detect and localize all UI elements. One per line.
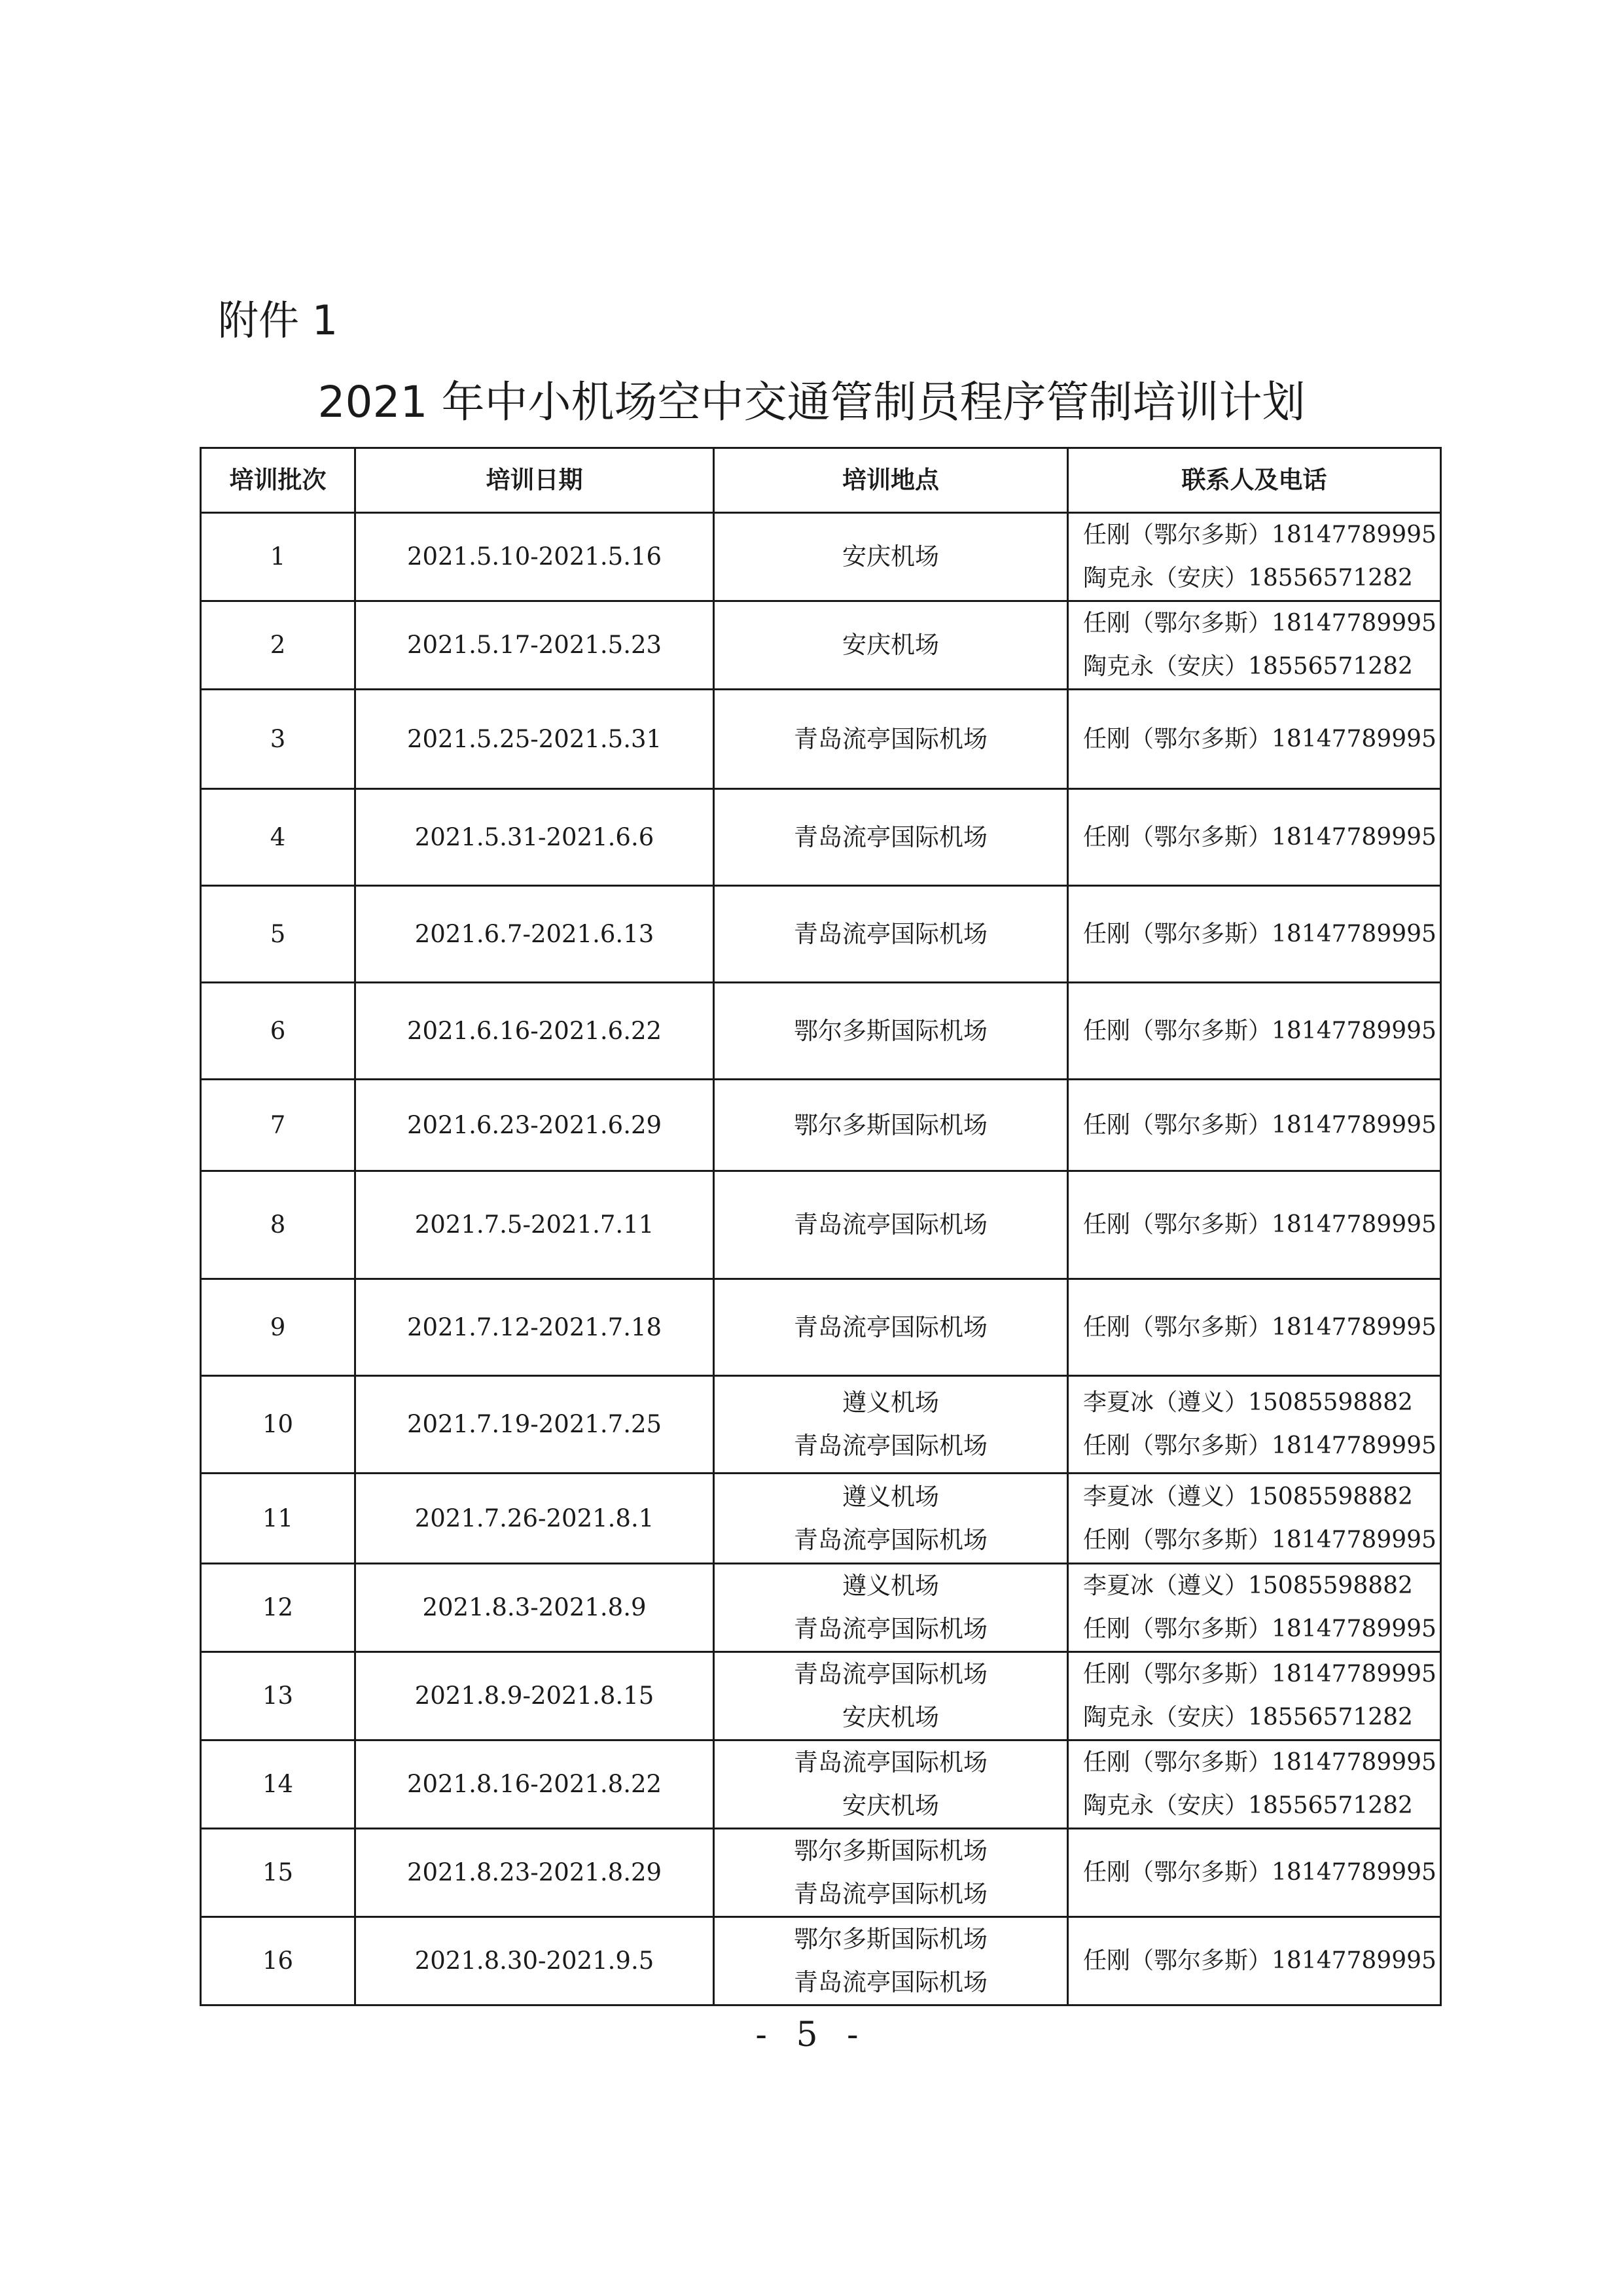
- contact-line: 任刚（鄂尔多斯）18147789995: [1083, 1432, 1436, 1459]
- table-row: [201, 1829, 1441, 1917]
- table-row: [201, 601, 1441, 690]
- cell-location: [714, 1171, 1068, 1279]
- cell-date: 2021.7.26-2021.8.1: [355, 1474, 714, 1564]
- cell-contact: [1068, 601, 1441, 690]
- contact-line: 陶克永（安庆）18556571282: [1083, 1704, 1413, 1731]
- cell-location: [714, 789, 1068, 886]
- cell-date: 2021.8.9-2021.8.15: [355, 1652, 714, 1740]
- contact-line: 任刚（鄂尔多斯）18147789995: [1083, 823, 1436, 851]
- cell-date: 2021.6.23-2021.6.29: [355, 1080, 714, 1171]
- table-row: [201, 690, 1441, 789]
- document-title: 2021 年中小机场空中交通管制员程序管制培训计划: [317, 377, 1306, 427]
- contact-line: 任刚（鄂尔多斯）18147789995: [1083, 1661, 1436, 1687]
- cell-batch: 9: [201, 1279, 355, 1376]
- cell-location: [714, 1829, 1068, 1917]
- header-contact: 联系人及电话: [1068, 448, 1441, 513]
- location-line: 青岛流亭国际机场: [794, 1210, 988, 1239]
- location-line: 鄂尔多斯国际机场: [794, 1110, 988, 1139]
- cell-batch: 14: [201, 1740, 355, 1829]
- contact-line: 任刚（鄂尔多斯）18147789995: [1083, 610, 1436, 637]
- cell-date: 2021.5.17-2021.5.23: [355, 601, 714, 690]
- cell-batch: 13: [201, 1652, 355, 1740]
- location-line: 鄂尔多斯国际机场: [794, 1837, 988, 1865]
- table-header-row: [201, 448, 1441, 513]
- cell-contact: [1068, 1564, 1441, 1652]
- contact-line: 任刚（鄂尔多斯）18147789995: [1083, 1526, 1436, 1553]
- table-row: [201, 513, 1441, 601]
- cell-batch: 15: [201, 1829, 355, 1917]
- attachment-label: 附件 1: [218, 296, 338, 344]
- cell-contact: [1068, 886, 1441, 983]
- location-line: 青岛流亭国际机场: [794, 1660, 988, 1688]
- cell-batch: 2: [201, 601, 355, 690]
- table-row: [201, 983, 1441, 1080]
- cell-location: [714, 983, 1068, 1080]
- cell-date: 2021.6.16-2021.6.22: [355, 983, 714, 1080]
- contact-line: 李夏冰（遵义）15085598882: [1083, 1483, 1413, 1510]
- location-line: 青岛流亭国际机场: [794, 1313, 988, 1341]
- table-row: [201, 1564, 1441, 1652]
- cell-location: [714, 601, 1068, 690]
- contact-line: 任刚（鄂尔多斯）18147789995: [1083, 1211, 1436, 1238]
- cell-contact: [1068, 1080, 1441, 1171]
- cell-contact: [1068, 1376, 1441, 1474]
- location-line: 鄂尔多斯国际机场: [794, 1925, 988, 1953]
- location-line: 青岛流亭国际机场: [794, 1880, 988, 1908]
- cell-contact: [1068, 1829, 1441, 1917]
- cell-location: [714, 1279, 1068, 1376]
- cell-location: [714, 1652, 1068, 1740]
- table-row: [201, 1917, 1441, 2005]
- cell-location: [714, 1740, 1068, 1829]
- cell-location: [714, 1917, 1068, 2005]
- table-row: [201, 1376, 1441, 1474]
- header-batch: 培训批次: [201, 448, 355, 513]
- cell-location: [714, 690, 1068, 789]
- cell-date: 2021.5.31-2021.6.6: [355, 789, 714, 886]
- table-body: [201, 513, 1441, 2005]
- contact-line: 任刚（鄂尔多斯）18147789995: [1083, 725, 1436, 752]
- training-plan-table: [200, 447, 1442, 2006]
- contact-line: 任刚（鄂尔多斯）18147789995: [1083, 1616, 1436, 1642]
- contact-line: 陶克永（安庆）18556571282: [1083, 653, 1413, 680]
- cell-location: [714, 1474, 1068, 1564]
- cell-contact: [1068, 1279, 1441, 1376]
- contact-line: 李夏冰（遵义）15085598882: [1083, 1389, 1413, 1416]
- cell-batch: 8: [201, 1171, 355, 1279]
- location-line: 安庆机场: [842, 631, 939, 659]
- contact-line: 任刚（鄂尔多斯）18147789995: [1083, 1859, 1436, 1886]
- location-line: 安庆机场: [842, 1792, 939, 1820]
- cell-contact: [1068, 983, 1441, 1080]
- table-row: [201, 886, 1441, 983]
- cell-batch: 1: [201, 513, 355, 601]
- location-line: 青岛流亭国际机场: [794, 1615, 988, 1643]
- cell-batch: 4: [201, 789, 355, 886]
- contact-line: 陶克永（安庆）18556571282: [1083, 1792, 1413, 1819]
- cell-batch: 7: [201, 1080, 355, 1171]
- location-line: 青岛流亭国际机场: [794, 724, 988, 753]
- location-line: 鄂尔多斯国际机场: [794, 1016, 988, 1045]
- contact-line: 任刚（鄂尔多斯）18147789995: [1083, 1947, 1436, 1974]
- location-line: 青岛流亭国际机场: [794, 1432, 988, 1460]
- cell-date: 2021.7.12-2021.7.18: [355, 1279, 714, 1376]
- header-date: 培训日期: [355, 448, 714, 513]
- contact-line: 任刚（鄂尔多斯）18147789995: [1083, 1111, 1436, 1139]
- table-row: [201, 1080, 1441, 1171]
- cell-contact: [1068, 1171, 1441, 1279]
- location-line: 遵义机场: [842, 1482, 939, 1511]
- cell-location: [714, 886, 1068, 983]
- header-location: 培训地点: [714, 448, 1068, 513]
- cell-contact: [1068, 513, 1441, 601]
- location-line: 青岛流亭国际机场: [794, 1748, 988, 1776]
- cell-location: [714, 513, 1068, 601]
- contact-line: 任刚（鄂尔多斯）18147789995: [1083, 1749, 1436, 1776]
- cell-contact: [1068, 1474, 1441, 1564]
- location-line: 安庆机场: [842, 1703, 939, 1731]
- contact-line: 任刚（鄂尔多斯）18147789995: [1083, 1313, 1436, 1341]
- cell-batch: 16: [201, 1917, 355, 2005]
- table-row: [201, 1740, 1441, 1829]
- cell-location: [714, 1564, 1068, 1652]
- cell-date: 2021.5.10-2021.5.16: [355, 513, 714, 601]
- cell-date: 2021.5.25-2021.5.31: [355, 690, 714, 789]
- cell-batch: 11: [201, 1474, 355, 1564]
- table-row: [201, 1279, 1441, 1376]
- page-number: - 5 -: [755, 2015, 868, 2055]
- location-line: 青岛流亭国际机场: [794, 1525, 988, 1554]
- location-line: 安庆机场: [842, 542, 939, 571]
- cell-batch: 10: [201, 1376, 355, 1474]
- cell-contact: [1068, 1917, 1441, 2005]
- cell-date: 2021.8.30-2021.9.5: [355, 1917, 714, 2005]
- cell-contact: [1068, 1652, 1441, 1740]
- table-row: [201, 1474, 1441, 1564]
- contact-line: 任刚（鄂尔多斯）18147789995: [1083, 521, 1436, 548]
- cell-date: 2021.6.7-2021.6.13: [355, 886, 714, 983]
- cell-date: 2021.8.23-2021.8.29: [355, 1829, 714, 1917]
- contact-line: 任刚（鄂尔多斯）18147789995: [1083, 920, 1436, 947]
- cell-batch: 5: [201, 886, 355, 983]
- table-row: [201, 1171, 1441, 1279]
- cell-batch: 6: [201, 983, 355, 1080]
- contact-line: 李夏冰（遵义）15085598882: [1083, 1572, 1413, 1599]
- cell-date: 2021.7.5-2021.7.11: [355, 1171, 714, 1279]
- cell-batch: 12: [201, 1564, 355, 1652]
- table-row: [201, 1652, 1441, 1740]
- cell-batch: 3: [201, 690, 355, 789]
- contact-line: 任刚（鄂尔多斯）18147789995: [1083, 1017, 1436, 1044]
- location-line: 青岛流亭国际机场: [794, 919, 988, 948]
- cell-contact: [1068, 789, 1441, 886]
- cell-contact: [1068, 690, 1441, 789]
- cell-location: [714, 1080, 1068, 1171]
- cell-date: 2021.7.19-2021.7.25: [355, 1376, 714, 1474]
- cell-location: [714, 1376, 1068, 1474]
- contact-line: 陶克永（安庆）18556571282: [1083, 565, 1413, 592]
- cell-date: 2021.8.3-2021.8.9: [355, 1564, 714, 1652]
- cell-date: 2021.8.16-2021.8.22: [355, 1740, 714, 1829]
- location-line: 遵义机场: [842, 1572, 939, 1600]
- location-line: 遵义机场: [842, 1388, 939, 1417]
- location-line: 青岛流亭国际机场: [794, 822, 988, 851]
- location-line: 青岛流亭国际机场: [794, 1968, 988, 1996]
- cell-contact: [1068, 1740, 1441, 1829]
- table-row: [201, 789, 1441, 886]
